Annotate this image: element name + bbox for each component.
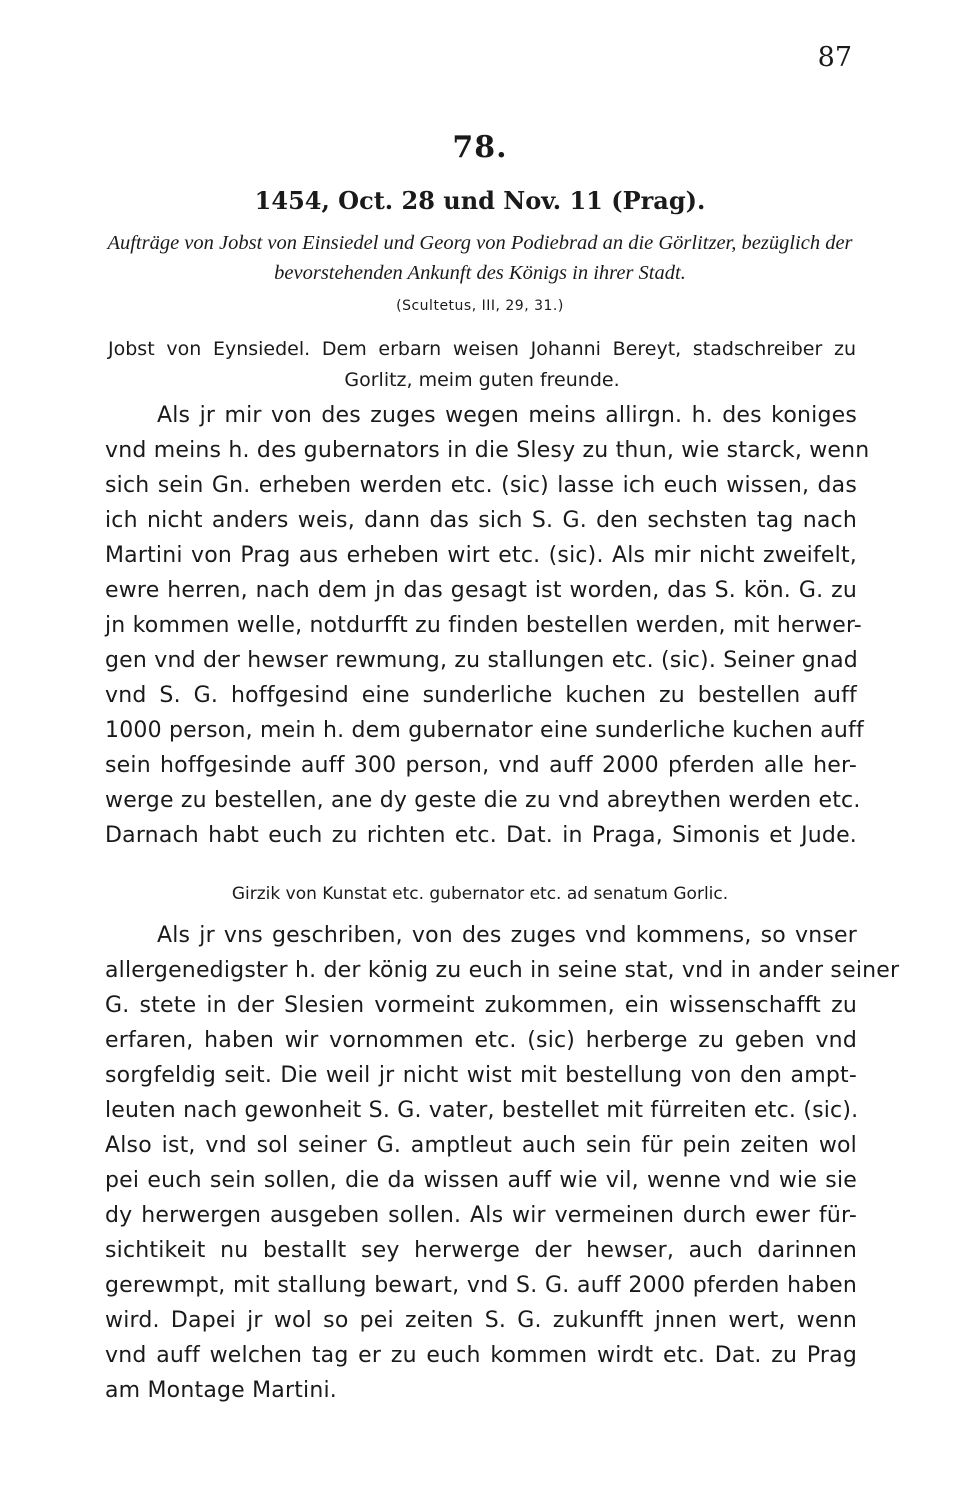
- text-line: sein hoffgesinde auff 300 person, vnd auff 2000 pferden alle her-: [105, 753, 857, 778]
- text-line: pei euch sein sollen, die da wissen auff wie vil, wenne vnd wie sie: [105, 1168, 857, 1193]
- letter-two-heading: Girzik von Kunstat etc. gubernator etc. ad senatum Gorlic.: [231, 884, 729, 904]
- text-line: jn kommen welle, notdurfft zu finden bestellen werden, mit herwer-: [105, 613, 862, 638]
- text-line: leuten nach gewonheit S. G. vater, bestellet mit fürreiten etc. (sic).: [105, 1098, 859, 1123]
- text-line: dy herwergen ausgeben sollen. Als wir vermeinen durch ewer für-: [105, 1203, 857, 1228]
- text-line: Martini von Prag aus erheben wirt etc. (sic). Als mir nicht zweifelt,: [105, 543, 857, 568]
- text-line: sichtikeit nu bestallt sey herwerge der hewser, auch darinnen: [105, 1238, 857, 1263]
- letter-two-body: [105, 918, 900, 1408]
- text-line: Als jr mir von des zuges wegen meins allirgn. h. des koniges: [157, 403, 857, 428]
- date-line: 1454, Oct. 28 und Nov. 11 (Prag).: [254, 186, 706, 215]
- document-number: 78.: [452, 130, 508, 165]
- text-line: werge zu bestellen, ane dy geste die zu vnd abreythen werden etc.: [105, 788, 861, 813]
- text-line: vnd auff welchen tag er zu euch kommen wirdt etc. Dat. zu Prag: [105, 1343, 857, 1368]
- text-line: Darnach habt euch zu richten etc. Dat. in Praga, Simonis et Jude.: [105, 823, 857, 848]
- text-line: wird. Dapei jr wol so pei zeiten S. G. zukunfft jnnen wert, wenn: [105, 1308, 857, 1333]
- text-line: ewre herren, nach dem jn das gesagt ist worden, das S. kön. G. zu: [105, 578, 857, 603]
- text-line: allergenedigster h. der könig zu euch in seine stat, vnd in ander seiner: [105, 958, 900, 983]
- text-line: gerewmpt, mit stallung bewart, vnd S. G. auff 2000 pferden haben: [105, 1273, 857, 1298]
- text-line: vnd meins h. des gubernators in die Slesy zu thun, wie starck, wenn: [105, 438, 870, 463]
- document-summary: Aufträge von Jobst von Einsiedel und Georg von Podiebrad an die Görlitzer, bezüglich der bevorstehenden Ankunft des Königs in ihrer Stadt.: [107, 232, 853, 284]
- text-line: Als jr vns geschriben, von des zuges vnd kommens, so vnser: [157, 923, 857, 948]
- text-line: 1000 person, mein h. dem gubernator eine sunderliche kuchen auff: [105, 718, 864, 743]
- text-line: ich nicht anders weis, dann das sich S. G. den sechsten tag nach: [105, 508, 857, 533]
- letter-one-body: [105, 398, 870, 853]
- text-line: erfaren, haben wir vornommen etc. (sic) herberge zu geben vnd: [105, 1028, 857, 1053]
- text-line: sich sein Gn. erheben werden etc. (sic) lasse ich euch wissen, das: [105, 473, 857, 498]
- text-line: gen vnd der hewser rewmung, zu stallungen etc. (sic). Seiner gnad: [105, 648, 858, 673]
- page-number: 87: [817, 42, 852, 73]
- text-line: am Montage Martini.: [105, 1378, 337, 1403]
- letter-address: Jobst von Eynsiedel. Dem erbarn weisen Johanni Bereyt, stadschreiber zu Gorlitz, meim guten freunde.: [108, 338, 856, 391]
- source-reference: (Scultetus, III, 29, 31.): [396, 298, 564, 314]
- text-line: Also ist, vnd sol seiner G. amptleut auch sein für pein zeiten wol: [105, 1133, 857, 1158]
- text-line: sorgfeldig seit. Die weil jr nicht wist mit bestellung von den ampt-: [105, 1063, 857, 1088]
- text-line: G. stete in der Slesien vormeint zukommen, ein wissenschafft zu: [105, 993, 857, 1018]
- text-line: vnd S. G. hoffgesind eine sunderliche kuchen zu bestellen auff: [105, 683, 857, 708]
